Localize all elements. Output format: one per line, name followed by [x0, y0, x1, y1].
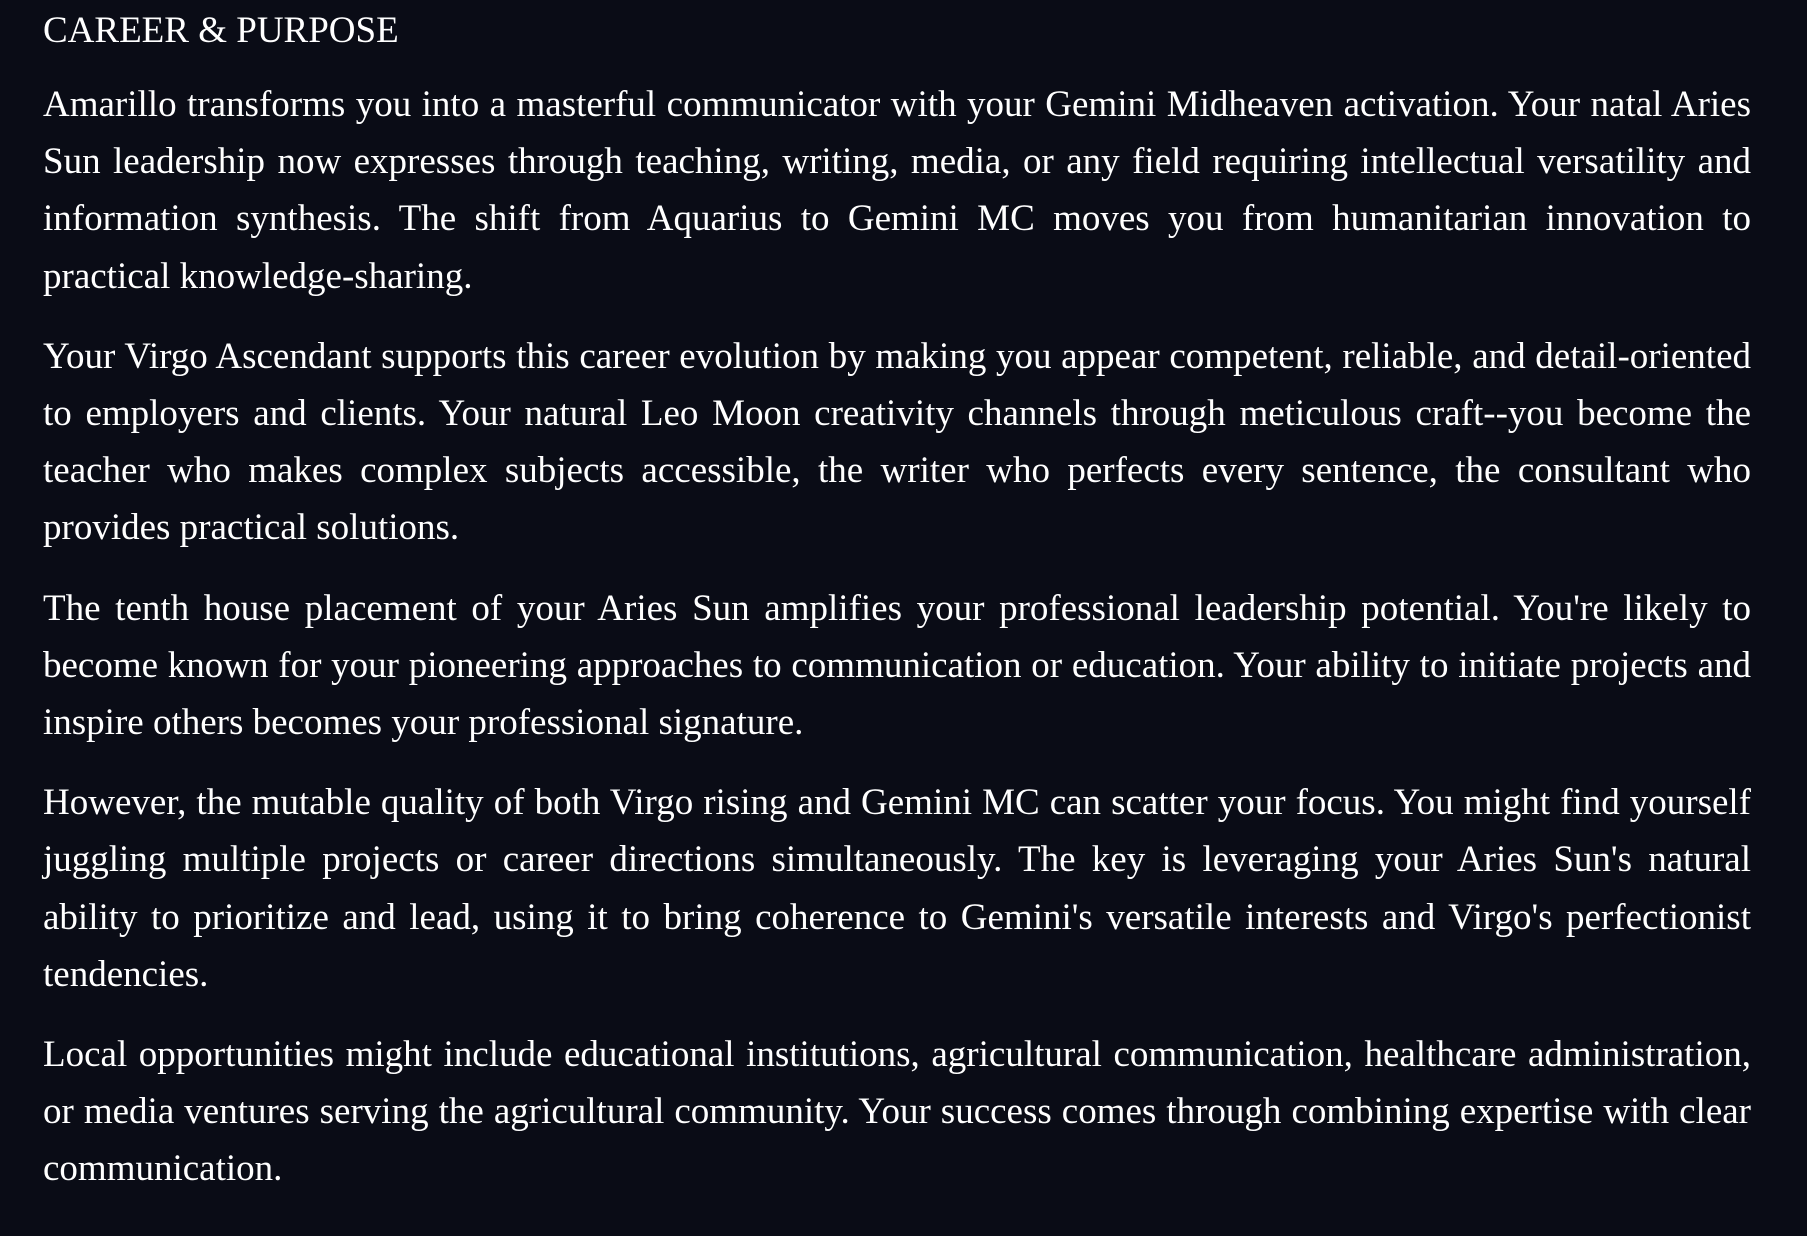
paragraph-virgo-ascendant: Your Virgo Ascendant supports this career evolution by making you appear competent, reliable, and detail-oriented to employers and clients. Your natural Leo Moon creativity channels through meticulous craft--you become the teacher who makes complex subjects accessible, the writer who perfects every sentence, the consultant who provides practical solutions. — [43, 335, 1751, 549]
paragraph-gemini-midheaven: Amarillo transforms you into a masterful communicator with your Gemini Midheaven activation. Your natal Aries Sun leadership now expresses through teaching, writing, media, or any field requiring intellectual versatility and information synthesis. The shift from Aquarius to Gemini MC moves you from humanitarian innovation to practical knowledge-sharing. — [43, 84, 1751, 297]
section-title: CAREER & PURPOSE — [43, 10, 399, 51]
paragraph-tenth-house: The tenth house placement of your Aries Sun amplifies your professional leadership potential. You're likely to become known for your pioneering approaches to communication or education. Your ability to initiate projects and inspire others becomes your professional signature. — [43, 587, 1751, 744]
paragraph-mutable-quality: However, the mutable quality of both Virgo rising and Gemini MC can scatter your focus. You might find yourself juggling multiple projects or career directions simultaneously. The key is leveraging your Aries Sun's natural ability to prioritize and lead, using it to bring coherence to Gemini's versatile interests and Virgo's perfectionist tendencies. — [43, 782, 1751, 995]
paragraph-local-opportunities: Local opportunities might include educational institutions, agricultural communication, healthcare administration, or media ventures serving the agricultural community. Your success comes through combining expertise with clear communication. — [43, 1034, 1751, 1190]
section-body — [43, 76, 1751, 1198]
